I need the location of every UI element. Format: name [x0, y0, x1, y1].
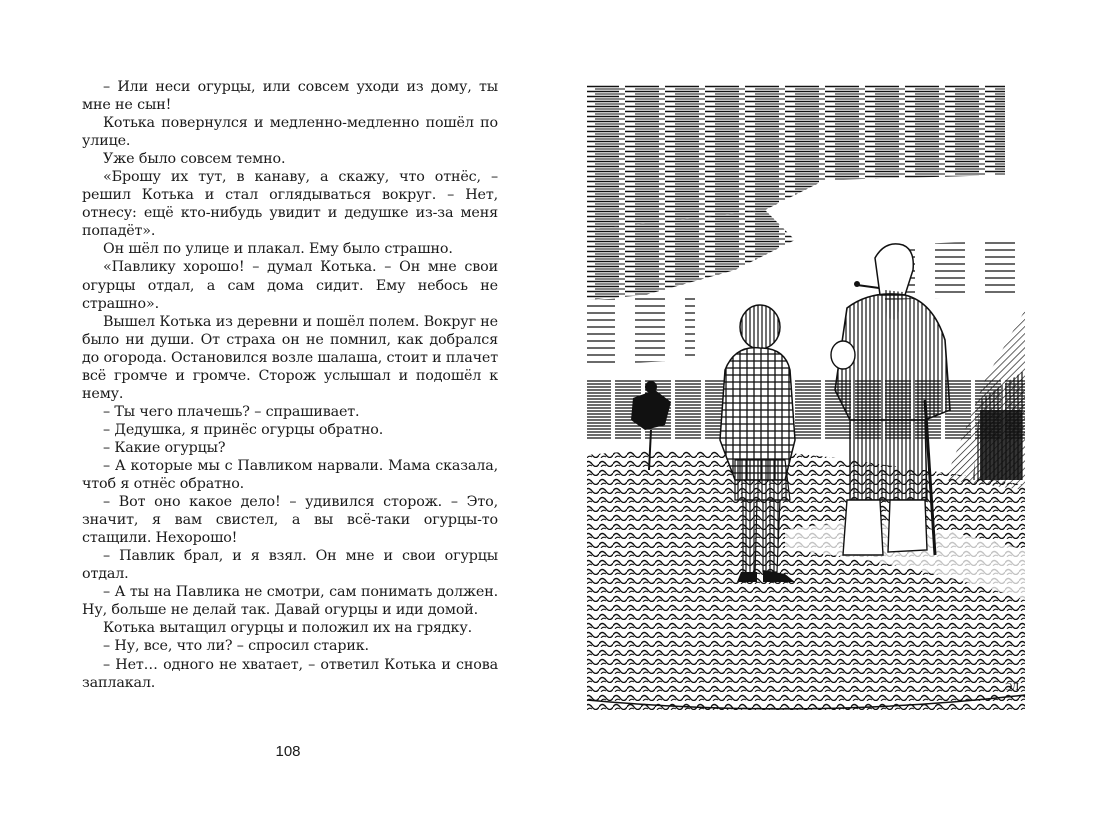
paragraph: Котька вытащил огурцы и положил их на грядку. — [103, 620, 473, 637]
paragraph: Котька повернулся и медленно-медленно пошёл по улице. — [82, 115, 498, 150]
paragraph: – Павлик брал, и я взял. Он мне и свои огурцы отдал. — [82, 548, 498, 583]
illustrator-signature: ЭЛ — [1005, 681, 1020, 693]
paragraph: «Брошу их тут, в канаву, а скажу, что отнёс, – решил Котька и стал оглядываться вокруг. – Нет, отнесу: ещё кто-нибудь увидит и дедушке из-за меня попадёт». — [82, 169, 498, 240]
paragraph: Вышел Котька из деревни и пошёл полем. Вокруг не было ни души. От страха он не помнил, как добрался до огорода. Остановился возле шалаша, стоит и плачет всё громче и громче. Сторож услышал и подошёл к нему. — [82, 313, 498, 402]
paragraph: Он шёл по улице и плакал. Ему было страшно. — [103, 241, 453, 258]
paragraph: – А которые мы с Павликом нарвали. Мама сказала, чтоб я отнёс обратно. — [82, 457, 498, 493]
paragraph: – Вот оно какое дело! – удивился сторож. – Это, значит, я вам свистел, а вы всё-таки огурцы-то стащили. Нехорошо! — [82, 494, 498, 547]
paragraph: – Или неси огурцы, или совсем уходи из дому, ты мне не сын! — [82, 79, 498, 114]
paragraph: Уже было совсем темно. — [103, 151, 286, 168]
paragraph: – Нет… одного не хватает, – ответил Котька и снова заплакал. — [82, 656, 498, 691]
paragraph: – А ты на Павлика не смотри, сам понимать должен. Ну, больше не делай так. Давай огурцы и иди домой. — [82, 584, 498, 619]
paragraph: – Какие огурцы? — [103, 439, 226, 456]
paragraph: «Павлику хорошо! – думал Котька. – Он мне свои огурцы отдал, а сам дома сидит. Ему небось не страшно». — [82, 259, 498, 312]
paragraph: – Ты чего плачешь? – спрашивает. — [103, 403, 360, 420]
text-column — [82, 78, 498, 692]
illustration — [585, 80, 1027, 712]
page-number: 108 — [275, 743, 301, 760]
paragraph: – Ну, все, что ли? – спросил старик. — [103, 638, 369, 655]
ink-drawing-icon — [585, 80, 1027, 712]
paragraph: – Дедушка, я принёс огурцы обратно. — [103, 421, 384, 438]
